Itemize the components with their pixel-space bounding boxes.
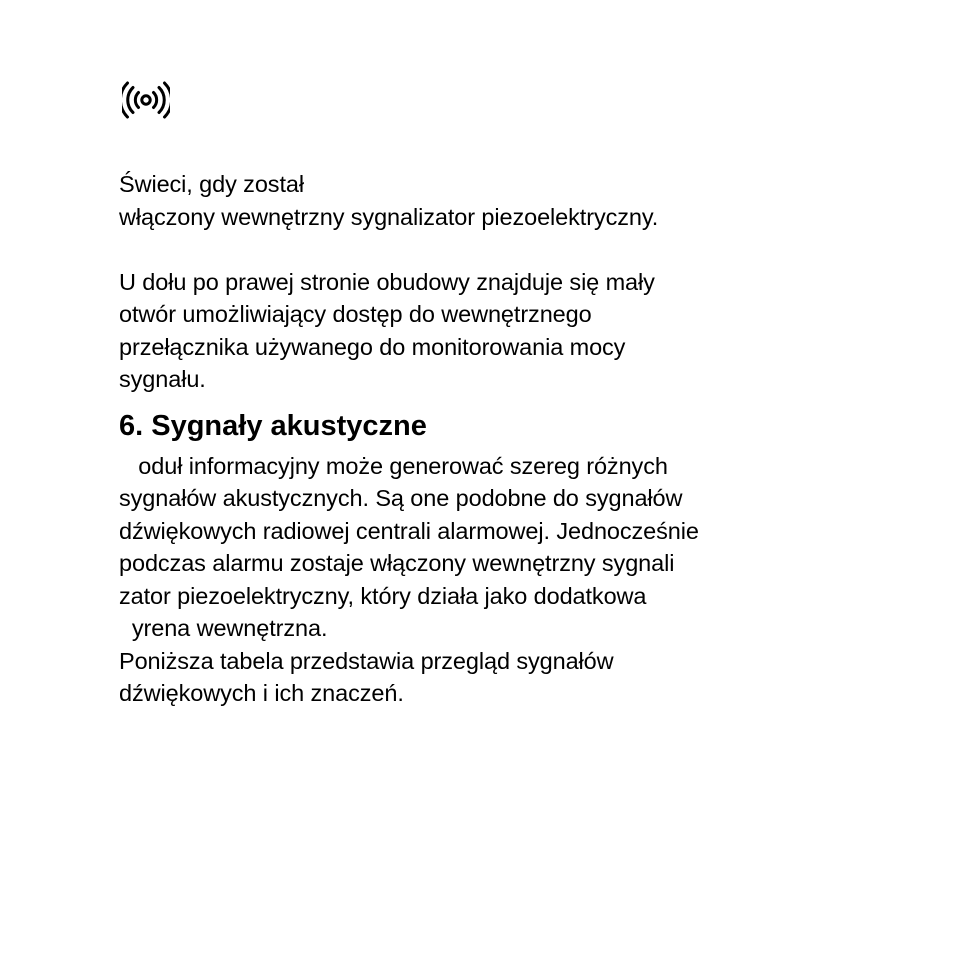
sounder-signal-icon <box>122 81 170 121</box>
text-line: Świeci, gdy został <box>119 171 304 197</box>
switch-paragraph <box>119 266 859 396</box>
text-line: podczas alarmu zostaje włączony wewnętrzny sygnali <box>119 550 675 576</box>
text-line: yrena wewnętrzna. <box>119 615 328 641</box>
section-heading: 6. Sygnały akustyczne <box>119 409 427 442</box>
text-line: oduł informacyjny może generować szereg różnych <box>119 452 668 479</box>
document-body <box>119 168 859 710</box>
text-line: sygnału. <box>119 366 206 392</box>
intro-paragraph <box>119 168 859 233</box>
text-line: U dołu po prawej stronie obudowy znajduje się mały <box>119 268 655 295</box>
text-line: zator piezoelektryczny, który działa jako dodatkowa <box>119 582 647 609</box>
text-line: Poniższa tabela przedstawia przegląd sygnałów <box>119 647 614 674</box>
section-paragraph <box>119 450 859 710</box>
text-line: dźwiękowych radiowej centrali alarmowej. Jednocześnie <box>119 517 699 544</box>
paragraph-gap <box>119 233 859 266</box>
text-line: sygnałów akustycznych. Są one podobne do sygnałów <box>119 485 683 511</box>
text-line: otwór umożliwiający dostęp do wewnętrznego <box>119 301 592 327</box>
text-line: włączony wewnętrzny sygnalizator piezoelektryczny. <box>119 203 659 230</box>
text-line: dźwiękowych i ich znaczeń. <box>119 680 404 706</box>
text-line: przełącznika używanego do monitorowania mocy <box>119 333 626 360</box>
